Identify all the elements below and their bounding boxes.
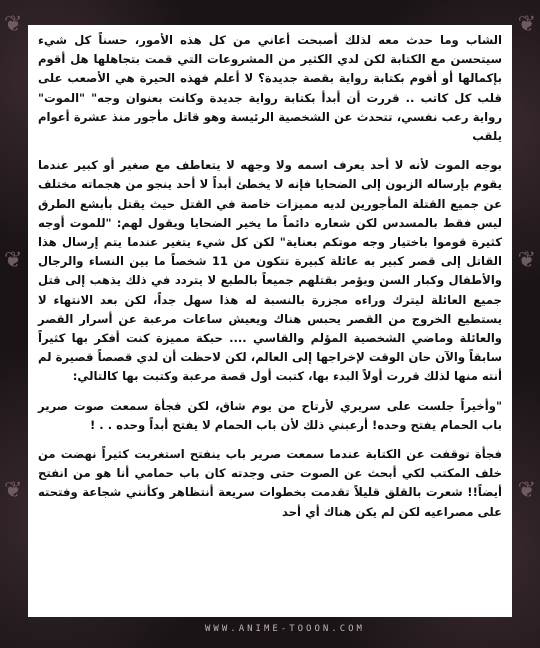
ornament-icon: ❦ — [4, 248, 23, 273]
ornament-icon: ❦ — [4, 12, 23, 37]
paragraph: "وأخيراً جلست على سريري لأرتاح من يوم شاق، لكن فجأة سمعت صوت صرير باب الحمام يفتح وحده! أرعبني ذلك لأن باب الحمام لا يفتح أبداً وحده . . ! — [38, 398, 502, 432]
ornament-icon: ❦ — [517, 248, 536, 273]
ornament-icon: ❦ — [517, 12, 536, 37]
text-page — [28, 25, 512, 617]
ornament-icon: ❦ — [517, 478, 536, 503]
site-watermark: WWW.ANIME-TOOON.COM — [205, 624, 365, 634]
paragraph: فجأة توقفت عن الكتابة عندما سمعت صرير باب ينفتح استغربت كثيراً نهضت من خلف المكتب لكي أبحث عن الصوت حتى وجدته كان باب حمامي أنا هو من انفتح أيضاً!! شعرت بالقلق قليلاً تقدمت بخطوات سريعة أنتظاهر وكأنني شجاعة وفتحته على مصراعيه لكن لم يكن هناك أي أحد — [38, 447, 502, 519]
paragraph: بوجه الموت لأنه لا أحد يعرف اسمه ولا وجهه لا يتعاطف مع صغير أو كبير عندما يقوم بإرساله الزبون إلى الضحايا فإنه لا يخطئ أبداً لا أحد ينجو من هجماته مختلف عن جميع القتلة المأجورين لديه مميزات خاصة في القتل حيث يقتل بأبشع الطرق ليس فقط بالمسدس لكن شعاره دائماً ما يخير الضحايا ويقول لهم: "للموت أوجه كثيرة قوموا باختيار وجه موتكم بعناية" لكن كل شيء يتغير عندما يتم إرسال هذا القاتل إلى قصر كبير به عائلة كبيرة تتكون من 11 شخصاً ما بين النساء والرجال والأطفال وكبار السن ويؤمر بقتلهم جميعاً بالطبع لا يتردد في ذلك يذهب إلى قتل جميع العائلة ليترك وراءه مجزرة بالنسبة له هذا سهل جداً، لكن بعد الانتهاء لا يستطيع الخروج من القصر يحبس هناك ويعيش ساعات مرعبة عن أسرار القصر والعائلة وماضي الشخصية المؤلم والقاسي .... حبكة مميزة كنت أفكر بها كثيراً سابقاً والآن حان الوقت لإخراجها إلى العالم، لكن لاحظت أن لدي قصصاً قصيرة لم أنته منها لذلك قررت أولاً البدء بها، كتبت أول قصة مرعبة وكتبت بها كالتالي: — [38, 158, 502, 384]
ornament-icon: ❦ — [4, 478, 23, 503]
paragraph: الشاب وما حدث معه لذلك أصبحت أعاني من كل هذه الأمور، حسناً كل شيء سيتحسن مع الكتابة لكن لدي الكثير من المشروعات التي قمت بتجاهلها هل أقوم بإكمالها أو أقوم بكتابة رواية بقصة جديدة؟ لا أعلم فهذه الحيرة هي الأصعب على قلب كل كاتب .. قررت أن أبدأ بكتابة رواية جديدة وكانت بعنوان وجه" "الموت" رواية رعب نفسي، تتحدث عن الشخصية الرئيسة وهو قاتل مأجور منذ عشرة أعوام يلقب — [38, 33, 502, 144]
